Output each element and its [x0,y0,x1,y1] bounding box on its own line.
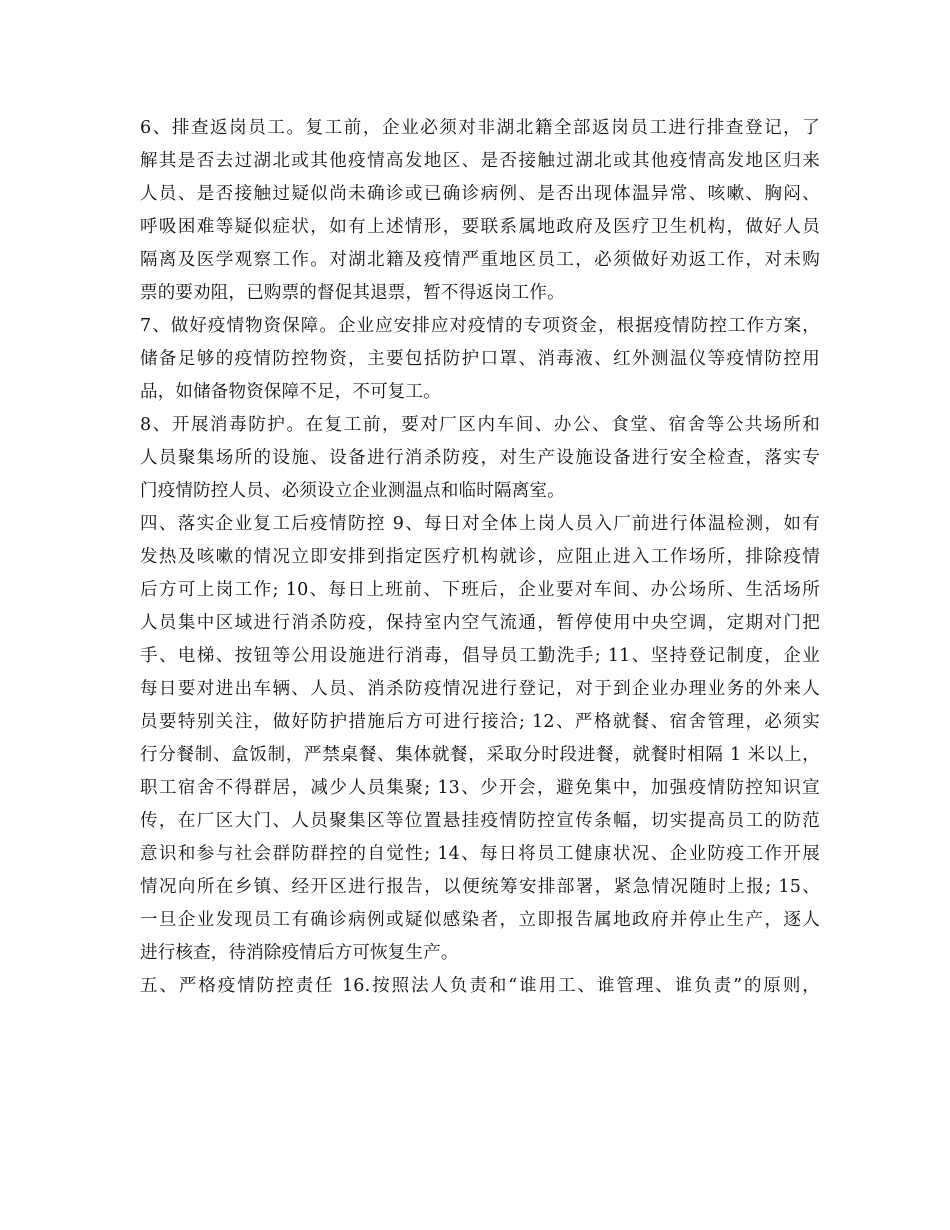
text-line: 门疫情防控人员、必须设立企业测温点和临时隔离室。 [140,481,565,501]
text-line: 票的要劝阻，已购票的督促其退票，暂不得返岗工作。 [140,283,565,303]
text-line: 手、电梯、按钮等公用设施进行消毒，倡导员工勤洗手; 11、坚持登记制度，企业 [140,646,820,666]
text-line: 每日要对进出车辆、人员、消杀防疫情况进行登记，对于到企业办理业务的外来人 [140,679,820,699]
text-line: 传，在厂区大门、人员聚集区等位置悬挂疫情防控宣传条幅，切实提高员工的防范 [140,811,820,831]
text-line: 6、排查返岗员工。复工前，企业必须对非湖北籍全部返岗员工进行排查登记，了 [140,118,820,138]
text-line: 职工宿舍不得群居，减少人员集聚; 13、少开会，避免集中，加强疫情防控知识宣 [140,778,820,798]
text-line: 8、开展消毒防护。在复工前，要对厂区内车间、办公、食堂、宿舍等公共场所和 [140,415,820,435]
text-line: 行分餐制、盒饭制，严禁桌餐、集体就餐，采取分时段进餐，就餐时相隔 1 米以上， [140,745,820,765]
text-line: 意识和参与社会群防群控的自觉性; 14、每日将员工健康状况、企业防疫工作开展 [140,844,820,864]
text-line: 呼吸困难等疑似症状，如有上述情形，要联系属地政府及医疗卫生机构，做好人员 [140,217,820,237]
text-line: 进行核查，待消除疫情后方可恢复生产。 [140,943,459,963]
text-line: 隔离及医学观察工作。对湖北籍及疫情严重地区员工，必须做好劝返工作，对未购 [140,250,820,270]
text-line: 人员聚集场所的设施、设备进行消杀防疫，对生产设施设备进行安全检查，落实专 [140,448,820,468]
text-line: 品，如储备物资保障不足，不可复工。 [140,382,441,402]
text-line: 人员、是否接触过疑似尚未确诊或已确诊病例、是否出现体温异常、咳嗽、胸闷、 [140,184,820,204]
body-text [140,112,820,1003]
text-line: 一旦企业发现员工有确诊病例或疑似感染者，立即报告属地政府并停止生产，逐人 [140,910,820,930]
text-line: 储备足够的疫情防控物资，主要包括防护口罩、消毒液、红外测温仪等疫情防控用 [140,349,820,369]
text-line: 情况向所在乡镇、经开区进行报告，以便统筹安排部署，紧急情况随时上报; 15、 [140,877,820,897]
text-line: 四、落实企业复工后疫情防控 9、每日对全体上岗人员入厂前进行体温检测，如有 [140,514,820,534]
text-line: 发热及咳嗽的情况立即安排到指定医疗机构就诊，应阻止进入工作场所，排除疫情 [140,547,820,567]
text-line: 员要特别关注，做好防护措施后方可进行接洽; 12、严格就餐、宿舍管理，必须实 [140,712,820,732]
text-line: 7、做好疫情物资保障。企业应安排应对疫情的专项资金，根据疫情防控工作方案， [140,316,820,336]
text-line: 五、严格疫情防控责任 16.按照法人负责和“谁用工、谁管理、谁负责”的原则， [140,976,820,996]
text-line: 后方可上岗工作; 10、每日上班前、下班后，企业要对车间、办公场所、生活场所 [140,580,820,600]
text-line: 人员集中区域进行消杀防疫，保持室内空气流通，暂停使用中央空调，定期对门把 [140,613,820,633]
text-line: 解其是否去过湖北或其他疫情高发地区、是否接触过湖北或其他疫情高发地区归来 [140,151,820,171]
